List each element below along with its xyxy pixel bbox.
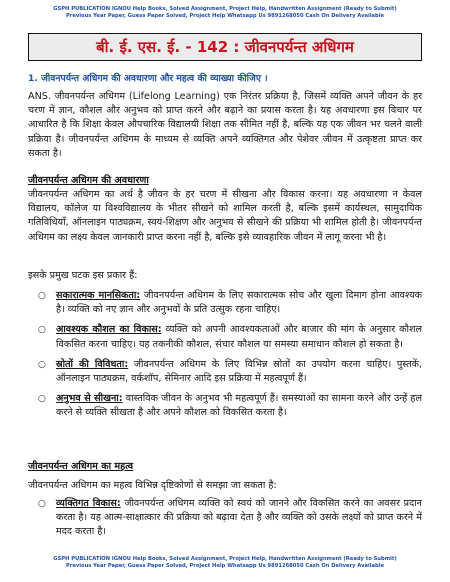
bullet-icon: ○ <box>38 499 46 509</box>
list-item-text: वास्तविक जीवन के अनुभव भी महत्वपूर्ण हैं। समस्याओं का सामना करने और उन्हें हल करने से व्यक्ति सीखता है और अपने कौशल को विकसित करता है। <box>56 393 422 419</box>
page-title-text: बी. ई. एस. ई. - 142 : जीवनपर्यन्त अधिगम <box>96 38 354 56</box>
components-list <box>38 289 422 427</box>
list-item-text: जीवनपर्यन्त अधिगम के लिए विभिन्न स्रोतों का उपयोग करना चाहिए। पुस्तकें, ऑनलाइन पाठ्यक्रम, वर्कशॉप, सेमिनार आदि इस प्रक्रिया में महत्वपूर्ण हैं। <box>56 358 422 385</box>
question-heading: 1. जीवनपर्यन्त अधिगम की अवधारणा और महत्व की व्याख्या कीजिए । <box>28 73 268 84</box>
list-item <box>38 358 422 386</box>
page-header <box>0 6 450 20</box>
list-item-text: जीवनपर्यन्त अधिगम व्यक्ति को स्वयं को जानने और विकसित करने का अवसर प्रदान करता है। यह आत्म-साक्षात्कार की प्रक्रिया को बढ़ावा देता है और व्यक्ति को उसके लक्ष्यों को प्राप्त करने में मदद करता है। <box>56 498 422 538</box>
bullet-icon: ○ <box>38 325 46 336</box>
list-item-term: आवश्यक कौशल का विकास: <box>56 324 162 336</box>
bullet-icon: ○ <box>38 359 46 370</box>
importance-intro: जीवनपर्यन्त अधिगम का महत्व विभिन्न दृष्टिकोणों से समझा जा सकता है: <box>28 480 277 491</box>
list-item-term: स्रोतों की विविधता: <box>56 358 129 370</box>
list-item <box>38 392 422 420</box>
answer-intro-paragraph: ANS. जीवनपर्यन्त अधिगम (Lifelong Learning) एक निरंतर प्रक्रिया है, जिसमें व्यक्ति अपने जीवन के हर चरण में ज्ञान, कौशल और अनुभव को प्राप्त करने और बढ़ाने का प्रयास करता है। यह अवधारणा इस विचार पर आधारित है कि शिक्षा केवल औपचारिक विद्यालयी शिक्षा तक सीमित नहीं है, बल्कि यह एक जीवन भर चलने वाली प्रक्रिया है। जीवनपर्यन्त अधिगम के माध्यम से व्यक्ति अपने व्यक्तिगत और पेशेवर जीवन में उत्कृष्टता प्राप्त कर सकता है। <box>28 91 422 159</box>
page-footer <box>0 556 450 570</box>
bullet-icon: ○ <box>38 291 46 301</box>
list-item <box>38 289 422 317</box>
page-title <box>28 33 422 61</box>
list-item-text: व्यक्ति को अपनी आवश्यकताओं और बाजार की मांग के अनुसार कौशल विकसित करना चाहिए। यह तकनीकी कौशल, संचार कौशल या समस्या समाधान कौशल हो सकता है। <box>56 324 422 350</box>
list-item-term: व्यक्तिगत विकास: <box>56 498 121 509</box>
bullet-icon: ○ <box>38 394 46 405</box>
footer-line-2: Previous Year Paper, Guess Paper Solved, Project Help Whatsapp Us 9891268050 Cash On Delivery Available <box>65 563 385 569</box>
section-heading-importance: जीवनपर्यन्त अधिगम का महत्व <box>28 461 134 472</box>
list-item-text: जीवनपर्यन्त अधिगम के लिए सकारात्मक सोच और खुला दिमाग होना आवश्यक है। व्यक्ति को नए ज्ञान और अनुभवों के प्रति उत्सुक रहना चाहिए। <box>56 290 423 316</box>
concept-paragraph: जीवनपर्यन्त अधिगम का अर्थ है जीवन के हर चरण में सीखना और विकास करना। यह अवधारणा न केवल विद्यालय, कॉलेज या विश्वविद्यालय के भीतर सीखने को शामिल करती है, बल्कि इसमें कार्यस्थल, सामुदायिक गतिविधियाँ, ऑनलाइन पाठ्यक्रम, स्वयं-शिक्षण और अनुभव से सीखने की प्रक्रिया भी शामिल होती है। जीवनपर्यन्त अधिगम का लक्ष्य केवल जानकारी प्राप्त करना नहीं है, बल्कि इसे व्यावहारिक जीवन में लागू करना भी है। <box>28 189 422 243</box>
components-intro: इसके प्रमुख घटक इस प्रकार हैं: <box>28 270 138 281</box>
header-line-2: Previous Year Paper, Guess Paper Solved, Project Help Whatsapp Us 9891268050 Cash On Delivery Available <box>65 13 385 19</box>
list-item-term: सकारात्मक मानसिकता: <box>56 290 141 301</box>
list-item-term: अनुभव से सीखना: <box>56 393 123 405</box>
list-item <box>38 497 422 540</box>
list-item <box>38 323 422 351</box>
importance-list <box>38 497 422 546</box>
footer-line-1: GSPH PUBLICATION IGNOU Help Books, Solved Assignment, Project Help, Handwritten Assignment (Ready to Submit) <box>53 556 397 562</box>
header-line-1: GSPH PUBLICATION IGNOU Help Books, Solved Assignment, Project Help, Handwritten Assignment (Ready to Submit) <box>53 6 397 12</box>
section-heading-concept: जीवनपर्यन्त अधिगम की अवधारणा <box>28 175 149 186</box>
